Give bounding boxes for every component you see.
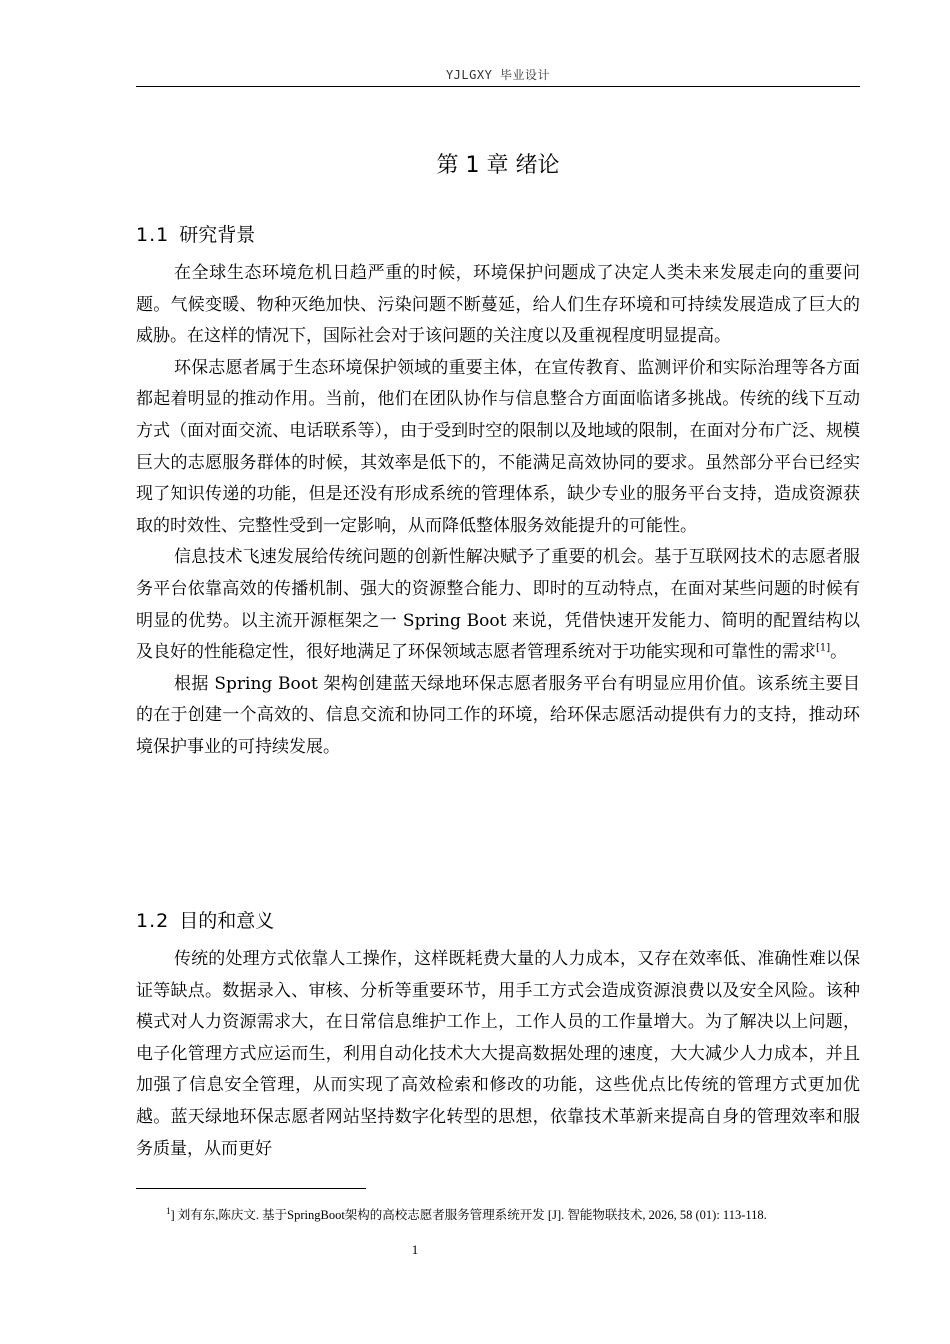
section-title: 目的和意义 xyxy=(179,910,275,932)
section-1-2-body xyxy=(136,944,860,1165)
paragraph-text: 信息技术飞速发展给传统问题的创新性解决赋予了重要的机会。基于互联网技术的志愿者服务平台依靠高效的传播机制、强大的资源整合能力、即时的互动特点，在面对某些问题的时候有明显的优势。以主流开源框架之一 Spring Boot 来说，凭借快速开发能力、简明的配置结构以及良好的性能稳定性，很好地满足了环保领域志愿者管理系统对于功能实现和可靠性的需求 xyxy=(136,547,860,663)
running-header: YJLGXY 毕业设计 xyxy=(445,68,551,82)
footnote-text: ] 刘有东,陈庆文. 基于SpringBoot架构的高校志愿者服务管理系统开发 [J]. 智能物联技术, 2026, 58 (01): 113-118. xyxy=(170,1208,767,1223)
section-number: 1.1 xyxy=(136,224,170,246)
section-title: 研究背景 xyxy=(179,224,256,246)
section-heading-1-2 xyxy=(136,906,860,933)
paragraph-tail: 。 xyxy=(830,642,848,663)
chapter-title: 第 1 章 绪论 xyxy=(436,153,560,178)
header-rule xyxy=(136,86,860,87)
footnote-rule xyxy=(136,1188,366,1189)
page-number: 1 xyxy=(411,1242,419,1257)
footnote-mark: 1 xyxy=(166,1206,171,1216)
citation-mark[interactable]: [1] xyxy=(816,642,831,654)
section-number: 1.2 xyxy=(136,910,170,932)
paragraph: 根据 Spring Boot 架构创建蓝天绿地环保志愿者服务平台有明显应用价值。该系统主要目的在于创建一个高效的、信息交流和协同工作的环境，给环保志愿活动提供有力的支持，推动环境保护事业的可持续发展。 xyxy=(136,673,860,757)
footnote xyxy=(136,1200,860,1226)
section-1-1-body xyxy=(136,258,860,764)
paragraph xyxy=(136,542,860,668)
section-heading-1-1 xyxy=(136,220,860,247)
paragraph: 传统的处理方式依靠人工操作，这样既耗费大量的人力成本，又存在效率低、准确性难以保证等缺点。数据录入、审核、分析等重要环节，用手工方式会造成资源浪费以及安全风险。该种模式对人力资源需求大，在日常信息维护工作上，工作人员的工作量增大。为了解决以上问题，电子化管理方式应运而生，利用自动化技术大大提高数据处理的速度，大大减少人力成本，并且加强了信息安全管理，从而实现了高效检索和修改的功能，这些优点比传统的管理方式更加优越。蓝天绿地环保志愿者网站坚持数字化转型的思想，依靠技术革新来提高自身的管理效率和服务质量，从而更好 xyxy=(136,949,860,1159)
paragraph: 环保志愿者属于生态环境保护领域的重要主体，在宣传教育、监测评价和实际治理等各方面都起着明显的推动作用。当前，他们在团队协作与信息整合方面面临诸多挑战。传统的线下互动方式（面对面交流、电话联系等），由于受到时空的限制以及地域的限制，在面对分布广泛、规模巨大的志愿服务群体的时候，其效率是低下的，不能满足高效协同的要求。虽然部分平台已经实现了知识传递的功能，但是还没有形成系统的管理体系，缺少专业的服务平台支持，造成资源获取的时效性、完整性受到一定影响，从而降低整体服务效能提升的可能性。 xyxy=(136,357,860,536)
paragraph: 在全球生态环境危机日趋严重的时候，环境保护问题成了决定人类未来发展走向的重要问题。气候变暖、物种灭绝加快、污染问题不断蔓延，给人们生存环境和可持续发展造成了巨大的威胁。在这样的情况下，国际社会对于该问题的关注度以及重视程度明显提高。 xyxy=(136,263,860,347)
